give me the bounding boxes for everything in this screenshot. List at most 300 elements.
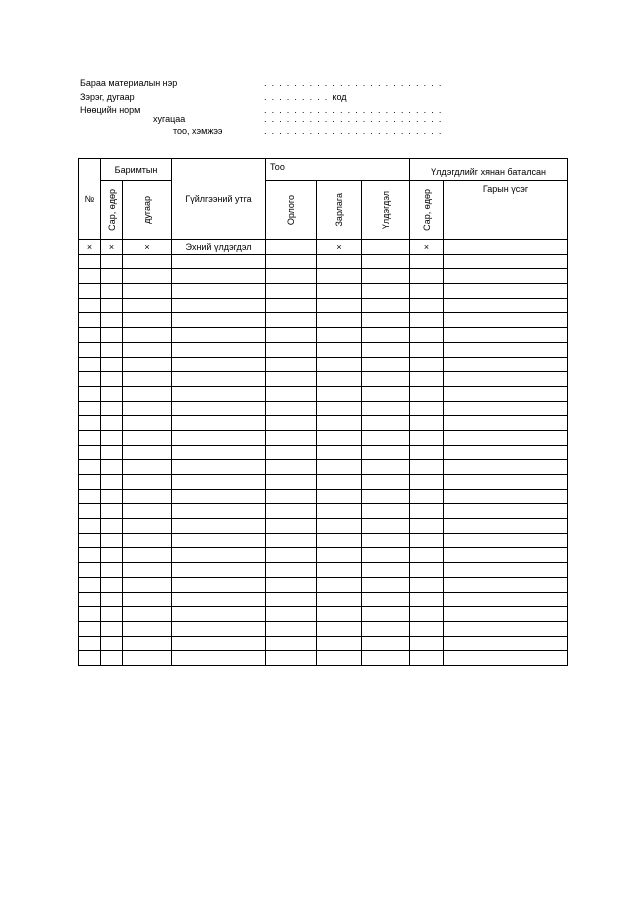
table-cell[interactable]: [79, 269, 101, 284]
table-cell[interactable]: [362, 592, 410, 607]
table-cell[interactable]: [79, 563, 101, 578]
table-cell[interactable]: [362, 401, 410, 416]
table-cell[interactable]: [79, 504, 101, 519]
table-cell[interactable]: [123, 519, 172, 534]
table-cell[interactable]: [266, 254, 317, 269]
table-cell[interactable]: [101, 328, 123, 343]
table-cell[interactable]: [79, 607, 101, 622]
table-cell[interactable]: [79, 577, 101, 592]
table-cell[interactable]: [362, 607, 410, 622]
table-cell[interactable]: [266, 401, 317, 416]
table-cell[interactable]: [101, 636, 123, 651]
blank-rows: [79, 254, 568, 665]
table-cell[interactable]: [410, 284, 444, 299]
table-cell[interactable]: [101, 313, 123, 328]
table-cell[interactable]: [123, 386, 172, 401]
table-cell[interactable]: [79, 254, 101, 269]
table-cell[interactable]: [101, 607, 123, 622]
control-date-header: [410, 181, 444, 240]
table-cell[interactable]: [266, 269, 317, 284]
table-cell[interactable]: [123, 313, 172, 328]
table-cell[interactable]: [410, 504, 444, 519]
table-cell[interactable]: [317, 548, 362, 563]
table-cell[interactable]: [362, 372, 410, 387]
table-cell[interactable]: [79, 592, 101, 607]
table-cell[interactable]: [317, 328, 362, 343]
table-cell[interactable]: [410, 401, 444, 416]
stock-norm-label: Нөөцийн норм: [80, 105, 141, 115]
table-cell[interactable]: [172, 298, 266, 313]
material-name-label: Бараа материалын нэр: [80, 78, 178, 88]
table-cell[interactable]: [410, 548, 444, 563]
table-cell[interactable]: [410, 386, 444, 401]
table-cell[interactable]: [362, 621, 410, 636]
table-row: [79, 445, 568, 460]
table-cell[interactable]: [444, 621, 568, 636]
table-cell[interactable]: [79, 342, 101, 357]
table-cell[interactable]: [444, 372, 568, 387]
table-cell[interactable]: [123, 357, 172, 372]
table-cell[interactable]: [362, 445, 410, 460]
table-cell[interactable]: [410, 577, 444, 592]
table-cell[interactable]: [362, 533, 410, 548]
table-cell[interactable]: [101, 533, 123, 548]
table-cell[interactable]: [79, 533, 101, 548]
table-cell[interactable]: [266, 489, 317, 504]
table-cell[interactable]: [444, 533, 568, 548]
table-row: [79, 357, 568, 372]
table-cell[interactable]: [362, 254, 410, 269]
table-cell[interactable]: [410, 372, 444, 387]
signature-header: Гарын үсэг: [444, 181, 568, 240]
table-cell[interactable]: [172, 372, 266, 387]
table-cell[interactable]: [172, 416, 266, 431]
table-cell[interactable]: [123, 284, 172, 299]
table-cell[interactable]: [101, 460, 123, 475]
table-cell[interactable]: [317, 519, 362, 534]
table-cell[interactable]: [410, 416, 444, 431]
table-cell[interactable]: [172, 430, 266, 445]
table-cell[interactable]: [362, 548, 410, 563]
table-cell[interactable]: [266, 313, 317, 328]
table-cell[interactable]: [101, 475, 123, 490]
table-row: [79, 607, 568, 622]
table-cell[interactable]: [410, 592, 444, 607]
opening-signature-cell: [444, 240, 568, 255]
income-header-text: Орлого: [286, 194, 297, 226]
table-cell[interactable]: [317, 357, 362, 372]
table-cell[interactable]: [317, 621, 362, 636]
table-cell[interactable]: [172, 342, 266, 357]
table-cell[interactable]: [123, 430, 172, 445]
table-cell[interactable]: [266, 416, 317, 431]
table-cell[interactable]: [79, 284, 101, 299]
table-cell[interactable]: [317, 592, 362, 607]
table-cell[interactable]: [410, 298, 444, 313]
table-cell[interactable]: [79, 386, 101, 401]
table-cell[interactable]: [317, 475, 362, 490]
table-cell[interactable]: [79, 519, 101, 534]
table-cell[interactable]: [317, 269, 362, 284]
table-cell[interactable]: [123, 460, 172, 475]
table-cell[interactable]: [410, 445, 444, 460]
table-cell[interactable]: [444, 592, 568, 607]
table-cell[interactable]: [123, 636, 172, 651]
table-cell[interactable]: [362, 328, 410, 343]
table-cell[interactable]: [444, 489, 568, 504]
table-cell[interactable]: [172, 328, 266, 343]
table-cell[interactable]: [410, 621, 444, 636]
table-cell[interactable]: [410, 460, 444, 475]
table-cell[interactable]: [362, 313, 410, 328]
income-header: [266, 181, 317, 240]
table-row: [79, 460, 568, 475]
table-cell[interactable]: [444, 548, 568, 563]
table-cell[interactable]: [266, 651, 317, 666]
table-cell[interactable]: [123, 445, 172, 460]
table-cell[interactable]: [444, 475, 568, 490]
number-header: №: [79, 159, 101, 240]
table-cell[interactable]: [410, 357, 444, 372]
table-cell[interactable]: [410, 269, 444, 284]
table-cell[interactable]: [444, 445, 568, 460]
table-cell[interactable]: [444, 386, 568, 401]
table-cell[interactable]: [317, 342, 362, 357]
table-cell[interactable]: [317, 460, 362, 475]
table-cell[interactable]: [123, 475, 172, 490]
table-cell[interactable]: [266, 328, 317, 343]
code-label: код: [332, 92, 347, 102]
table-cell[interactable]: [317, 401, 362, 416]
table-cell[interactable]: [101, 401, 123, 416]
table-cell[interactable]: [172, 489, 266, 504]
table-cell[interactable]: [101, 298, 123, 313]
table-cell[interactable]: [266, 519, 317, 534]
expense-header: [317, 181, 362, 240]
table-row: [79, 342, 568, 357]
table-cell[interactable]: [362, 386, 410, 401]
table-cell[interactable]: [79, 416, 101, 431]
table-cell[interactable]: [172, 401, 266, 416]
table-cell[interactable]: [444, 563, 568, 578]
table-cell[interactable]: [123, 607, 172, 622]
table-cell[interactable]: [317, 577, 362, 592]
table-cell[interactable]: [172, 651, 266, 666]
table-cell[interactable]: [79, 328, 101, 343]
table-row: [79, 519, 568, 534]
table-cell[interactable]: [123, 533, 172, 548]
table-cell[interactable]: [317, 254, 362, 269]
table-cell[interactable]: [79, 636, 101, 651]
table-cell[interactable]: [410, 533, 444, 548]
table-cell[interactable]: [172, 504, 266, 519]
table-cell[interactable]: [266, 298, 317, 313]
table-cell[interactable]: [101, 489, 123, 504]
size-number-label: Зэрэг, дугаар: [80, 92, 135, 102]
table-cell[interactable]: [101, 519, 123, 534]
table-cell[interactable]: [123, 548, 172, 563]
table-cell[interactable]: [266, 563, 317, 578]
table-cell[interactable]: [362, 519, 410, 534]
table-cell[interactable]: [266, 372, 317, 387]
table-cell[interactable]: [317, 386, 362, 401]
table-cell[interactable]: [101, 284, 123, 299]
doc-number-header: [123, 181, 172, 240]
control-date-header-text: Сар, өдөр: [421, 189, 432, 231]
table-cell[interactable]: [79, 430, 101, 445]
doc-number-header-text: дугаар: [142, 196, 152, 224]
table-cell[interactable]: [266, 592, 317, 607]
table-cell[interactable]: [79, 548, 101, 563]
table-cell[interactable]: [444, 269, 568, 284]
table-cell[interactable]: [123, 563, 172, 578]
table-cell[interactable]: [101, 592, 123, 607]
table-cell[interactable]: [317, 504, 362, 519]
table-cell[interactable]: [266, 607, 317, 622]
table-cell[interactable]: [123, 298, 172, 313]
table-row: [79, 430, 568, 445]
table-cell[interactable]: [317, 298, 362, 313]
table-cell[interactable]: [266, 577, 317, 592]
table-cell[interactable]: [123, 489, 172, 504]
opening-balance-cell: [362, 240, 410, 255]
table-cell[interactable]: [444, 460, 568, 475]
table-cell[interactable]: [123, 401, 172, 416]
table-cell[interactable]: [317, 563, 362, 578]
table-row: [79, 401, 568, 416]
table-cell[interactable]: [410, 563, 444, 578]
table-cell[interactable]: [266, 445, 317, 460]
table-cell[interactable]: [444, 607, 568, 622]
table-cell[interactable]: [317, 651, 362, 666]
table-cell[interactable]: [172, 636, 266, 651]
table-cell[interactable]: [362, 563, 410, 578]
table-cell[interactable]: [101, 563, 123, 578]
table-cell[interactable]: [172, 460, 266, 475]
table-cell[interactable]: [362, 269, 410, 284]
table-cell[interactable]: [79, 401, 101, 416]
table-row: [79, 475, 568, 490]
table-cell[interactable]: [444, 504, 568, 519]
table-cell[interactable]: [266, 548, 317, 563]
table-cell[interactable]: [123, 328, 172, 343]
opening-doc-number-cell: ×: [123, 240, 172, 255]
opening-expense-cell: ×: [317, 240, 362, 255]
table-row: [79, 592, 568, 607]
table-cell[interactable]: [172, 592, 266, 607]
table-cell[interactable]: [444, 328, 568, 343]
opening-income-cell: [266, 240, 317, 255]
table-cell[interactable]: [172, 475, 266, 490]
table-cell[interactable]: [410, 519, 444, 534]
table-cell[interactable]: [410, 313, 444, 328]
table-cell[interactable]: [362, 357, 410, 372]
table-cell[interactable]: [101, 416, 123, 431]
table-cell[interactable]: [266, 284, 317, 299]
table-row: [79, 416, 568, 431]
table-cell[interactable]: [444, 342, 568, 357]
table-cell[interactable]: [362, 298, 410, 313]
table-cell[interactable]: [410, 607, 444, 622]
table-cell[interactable]: [123, 504, 172, 519]
table-cell[interactable]: [101, 621, 123, 636]
table-cell[interactable]: [172, 563, 266, 578]
table-cell[interactable]: [266, 357, 317, 372]
table-row: [79, 636, 568, 651]
table-row: [79, 328, 568, 343]
table-cell[interactable]: [266, 636, 317, 651]
table-cell[interactable]: [172, 313, 266, 328]
table-cell[interactable]: [317, 430, 362, 445]
table-cell[interactable]: [79, 621, 101, 636]
table-cell[interactable]: [172, 548, 266, 563]
table-cell[interactable]: [79, 313, 101, 328]
table-cell[interactable]: [79, 445, 101, 460]
table-cell[interactable]: [101, 504, 123, 519]
material-name-dots: . . . . . . . . . . . . . . . . . . . . . . . .: [264, 78, 443, 88]
table-cell[interactable]: [266, 342, 317, 357]
table-cell[interactable]: [317, 284, 362, 299]
table-cell[interactable]: [266, 533, 317, 548]
table-cell[interactable]: [172, 577, 266, 592]
table-cell[interactable]: [101, 269, 123, 284]
table-cell[interactable]: [362, 416, 410, 431]
table-row: [79, 284, 568, 299]
opening-number-cell: ×: [79, 240, 101, 255]
table-cell[interactable]: [410, 475, 444, 490]
table-cell[interactable]: [101, 548, 123, 563]
stock-norm-dots: . . . . . . . . . . . . . . . . . . . . . . . .: [264, 105, 443, 115]
table-row: [79, 651, 568, 666]
quantity-header: Тоо: [266, 159, 410, 181]
opening-control-date-cell: ×: [410, 240, 444, 255]
opening-operation-cell: Эхний үлдэгдэл: [172, 240, 266, 255]
table-cell[interactable]: [266, 621, 317, 636]
table-cell[interactable]: [362, 430, 410, 445]
table-cell[interactable]: [317, 445, 362, 460]
table-cell[interactable]: [172, 519, 266, 534]
table-cell[interactable]: [172, 254, 266, 269]
table-cell[interactable]: [444, 651, 568, 666]
table-cell[interactable]: [444, 401, 568, 416]
table-cell[interactable]: [172, 269, 266, 284]
table-cell[interactable]: [410, 254, 444, 269]
table-cell[interactable]: [172, 357, 266, 372]
table-cell[interactable]: [266, 475, 317, 490]
table-cell[interactable]: [123, 577, 172, 592]
table-cell[interactable]: [444, 254, 568, 269]
table-cell[interactable]: [101, 386, 123, 401]
table-cell[interactable]: [444, 416, 568, 431]
table-cell[interactable]: [123, 342, 172, 357]
table-cell[interactable]: [123, 592, 172, 607]
table-cell[interactable]: [172, 533, 266, 548]
table-row: [79, 313, 568, 328]
table-cell[interactable]: [410, 636, 444, 651]
table-cell[interactable]: [266, 460, 317, 475]
table-cell[interactable]: [79, 460, 101, 475]
table-cell[interactable]: [123, 651, 172, 666]
table-cell[interactable]: [101, 651, 123, 666]
table-cell[interactable]: [79, 357, 101, 372]
table-cell[interactable]: [444, 577, 568, 592]
table-cell[interactable]: [410, 328, 444, 343]
table-cell[interactable]: [79, 651, 101, 666]
table-cell[interactable]: [444, 357, 568, 372]
table-cell[interactable]: [172, 607, 266, 622]
table-cell[interactable]: [266, 386, 317, 401]
table-cell[interactable]: [101, 430, 123, 445]
table-cell[interactable]: [444, 519, 568, 534]
table-cell[interactable]: [362, 636, 410, 651]
table-row: [79, 504, 568, 519]
date-header: [101, 181, 123, 240]
table-cell[interactable]: [172, 621, 266, 636]
table-cell[interactable]: [79, 372, 101, 387]
table-cell[interactable]: [101, 254, 123, 269]
table-cell[interactable]: [172, 386, 266, 401]
table-cell[interactable]: [79, 298, 101, 313]
control-header: Үлдэгдлийг хянан баталсан: [410, 159, 568, 181]
table-cell[interactable]: [123, 254, 172, 269]
table-cell[interactable]: [123, 621, 172, 636]
table-cell[interactable]: [362, 651, 410, 666]
balance-header-text: Үлдэгдэл: [380, 190, 391, 230]
table-cell[interactable]: [317, 416, 362, 431]
table-cell[interactable]: [101, 445, 123, 460]
table-cell[interactable]: [362, 489, 410, 504]
table-cell[interactable]: [317, 372, 362, 387]
table-cell[interactable]: [266, 504, 317, 519]
table-cell[interactable]: [79, 475, 101, 490]
table-cell[interactable]: [444, 298, 568, 313]
table-cell[interactable]: [317, 607, 362, 622]
table-cell[interactable]: [101, 342, 123, 357]
table-cell[interactable]: [362, 284, 410, 299]
table-cell[interactable]: [410, 430, 444, 445]
table-cell[interactable]: [362, 475, 410, 490]
table-cell[interactable]: [123, 416, 172, 431]
document-header: Баримтын: [101, 159, 172, 181]
table-cell[interactable]: [317, 489, 362, 504]
table-cell[interactable]: [410, 489, 444, 504]
table-cell[interactable]: [362, 577, 410, 592]
table-cell[interactable]: [317, 636, 362, 651]
table-cell[interactable]: [172, 445, 266, 460]
table-cell[interactable]: [362, 342, 410, 357]
table-cell[interactable]: [362, 460, 410, 475]
table-cell[interactable]: [444, 636, 568, 651]
table-cell[interactable]: [410, 651, 444, 666]
table-cell[interactable]: [317, 533, 362, 548]
table-cell[interactable]: [123, 372, 172, 387]
table-cell[interactable]: [79, 489, 101, 504]
table-cell[interactable]: [172, 284, 266, 299]
table-cell[interactable]: [101, 372, 123, 387]
table-row: [79, 621, 568, 636]
table-cell[interactable]: [362, 504, 410, 519]
table-cell[interactable]: [101, 577, 123, 592]
opening-date-cell: ×: [101, 240, 123, 255]
table-cell[interactable]: [317, 313, 362, 328]
table-cell[interactable]: [266, 430, 317, 445]
table-cell[interactable]: [123, 269, 172, 284]
table-cell[interactable]: [444, 284, 568, 299]
table-cell[interactable]: [444, 313, 568, 328]
table-cell[interactable]: [444, 430, 568, 445]
table-cell[interactable]: [410, 342, 444, 357]
table-cell[interactable]: [101, 357, 123, 372]
